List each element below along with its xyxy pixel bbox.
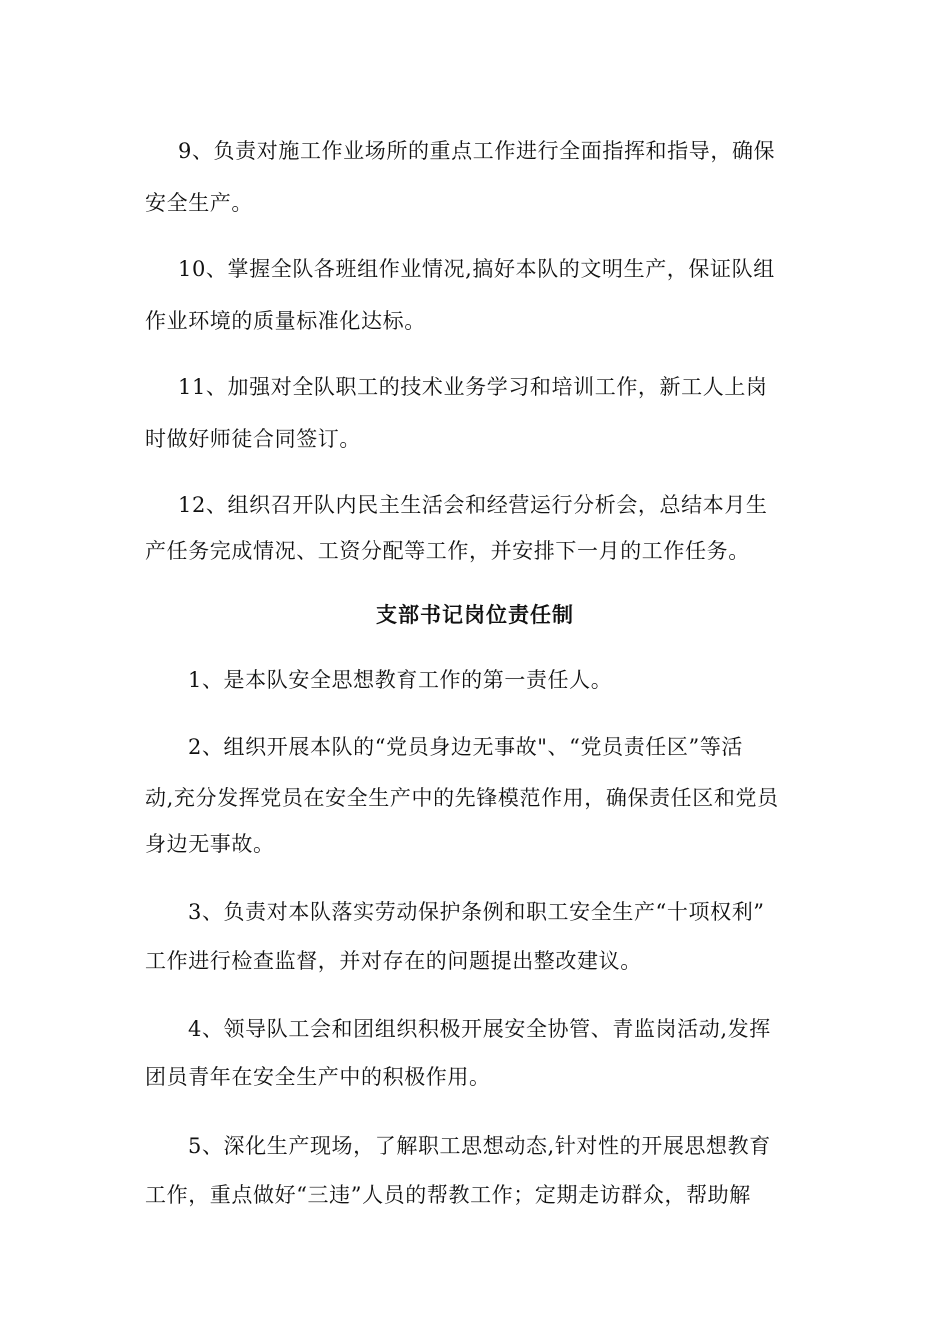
duty-2-line-3: 身边无事故。 [145, 832, 275, 856]
paragraph-11-line-1: 11、加强对全队职工的技术业务学习和培训工作，新工人上岗 [178, 375, 768, 399]
paragraph-11-line-2: 时做好师徒合同签订。 [145, 427, 361, 451]
paragraph-10-line-1: 10、掌握全队各班组作业情况,搞好本队的文明生产，保证队组 [178, 257, 775, 281]
paragraph-12-line-1: 12、组织召开队内民主生活会和经营运行分析会，总结本月生 [178, 493, 768, 517]
paragraph-10-line-2: 作业环境的质量标准化达标。 [145, 309, 426, 333]
duty-2-line-2: 动,充分发挥党员在安全生产中的先锋模范作用，确保责任区和党员 [145, 786, 779, 810]
duty-5-line-2: 工作，重点做好“三违”人员的帮教工作；定期走访群众，帮助解 [145, 1183, 751, 1207]
paragraph-9-line-1: 9、负责对施工作业场所的重点工作进行全面指挥和指导，确保 [178, 139, 776, 163]
duty-4-line-1: 4、领导队工会和团组织积极开展安全协管、青监岗活动,发挥 [188, 1017, 771, 1041]
duty-4-line-2: 团员青年在安全生产中的积极作用。 [145, 1065, 491, 1089]
duty-1-line-1: 1、是本队安全思想教育工作的第一责任人。 [188, 668, 613, 692]
duty-3-line-1: 3、负责对本队落实劳动保护条例和职工安全生产“十项权利” [188, 900, 765, 924]
paragraph-12-line-2: 产任务完成情况、工资分配等工作，并安排下一月的工作任务。 [145, 539, 750, 563]
paragraph-9-line-2: 安全生产。 [145, 191, 253, 215]
section-title: 支部书记岗位责任制 [376, 603, 574, 627]
duty-2-line-1: 2、组织开展本队的“党员身边无事故"、“党员责任区”等活 [188, 735, 744, 759]
duty-5-line-1: 5、深化生产现场，了解职工思想动态,针对性的开展思想教育 [188, 1134, 771, 1158]
duty-3-line-2: 工作进行检查监督，并对存在的问题提出整改建议。 [145, 949, 642, 973]
